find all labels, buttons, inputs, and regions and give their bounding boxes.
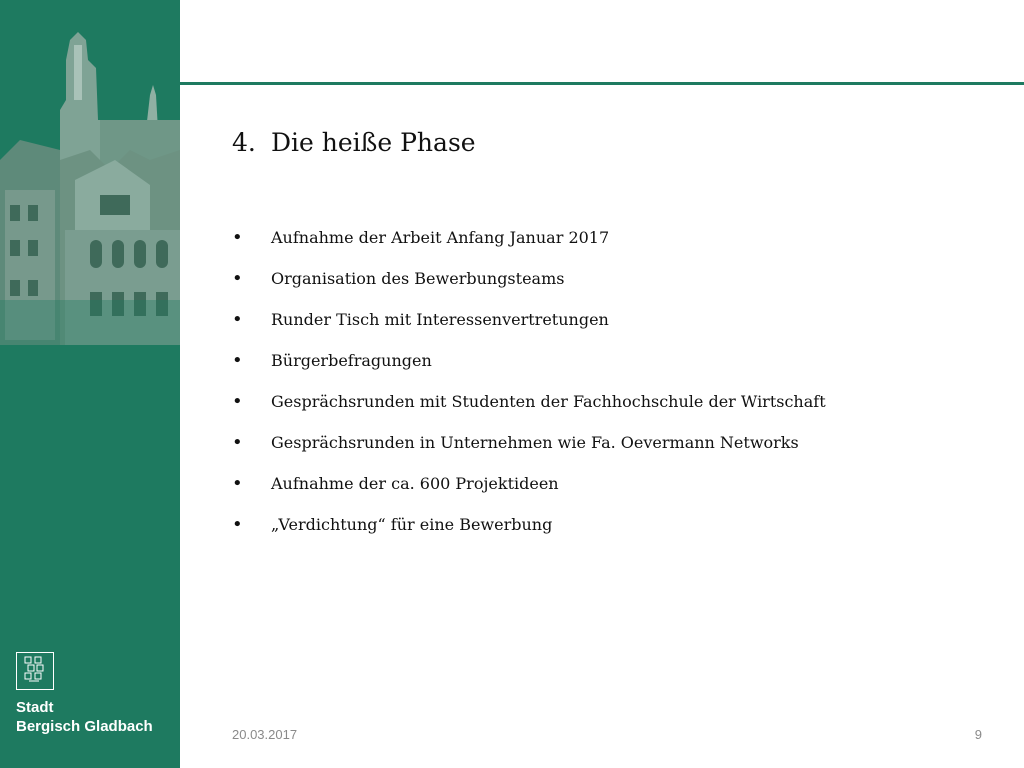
sidebar-panel [0, 0, 180, 768]
bullet-dot: • [232, 227, 243, 248]
bullet-text: Gesprächsrunden in Unternehmen wie Fa. Oevermann Networks [271, 433, 799, 452]
slide-title [232, 128, 476, 157]
header-divider [180, 82, 1024, 85]
bullet-item [232, 349, 826, 390]
town-hall-photo [0, 0, 180, 345]
bullet-text: Organisation des Bewerbungsteams [271, 269, 565, 288]
bullet-dot: • [232, 473, 243, 494]
bullet-text: Aufnahme der ca. 600 Projektideen [271, 474, 559, 493]
bullet-dot: • [232, 309, 243, 330]
city-name-line2: Bergisch Gladbach [16, 718, 153, 735]
page-number: 9 [974, 727, 982, 742]
bullet-dot: • [232, 432, 243, 453]
title-text: Die heiße Phase [271, 128, 476, 157]
bullet-dot: • [232, 350, 243, 371]
bullet-list [232, 226, 826, 554]
bullet-dot: • [232, 514, 243, 535]
title-number: 4. [232, 128, 256, 157]
bullet-dot: • [232, 268, 243, 289]
footer-date: 20.03.2017 [232, 727, 298, 742]
bullet-dot: • [232, 391, 243, 412]
city-logo-emblem-icon [17, 653, 52, 688]
city-name-line1: Stadt [16, 699, 54, 716]
bullet-text: Aufnahme der Arbeit Anfang Januar 2017 [271, 228, 610, 247]
bullet-text: „Verdichtung“ für eine Bewerbung [271, 515, 553, 534]
bullet-item [232, 390, 826, 431]
bullet-item [232, 308, 826, 349]
bullet-text: Gesprächsrunden mit Studenten der Fachhochschule der Wirtschaft [271, 392, 826, 411]
bullet-item [232, 431, 826, 472]
bullet-item [232, 267, 826, 308]
bullet-text: Bürgerbefragungen [271, 351, 432, 370]
bullet-text: Runder Tisch mit Interessenvertretungen [271, 310, 609, 329]
bullet-item [232, 513, 826, 554]
bullet-item [232, 472, 826, 513]
city-logo [16, 652, 54, 690]
bullet-item [232, 226, 826, 267]
